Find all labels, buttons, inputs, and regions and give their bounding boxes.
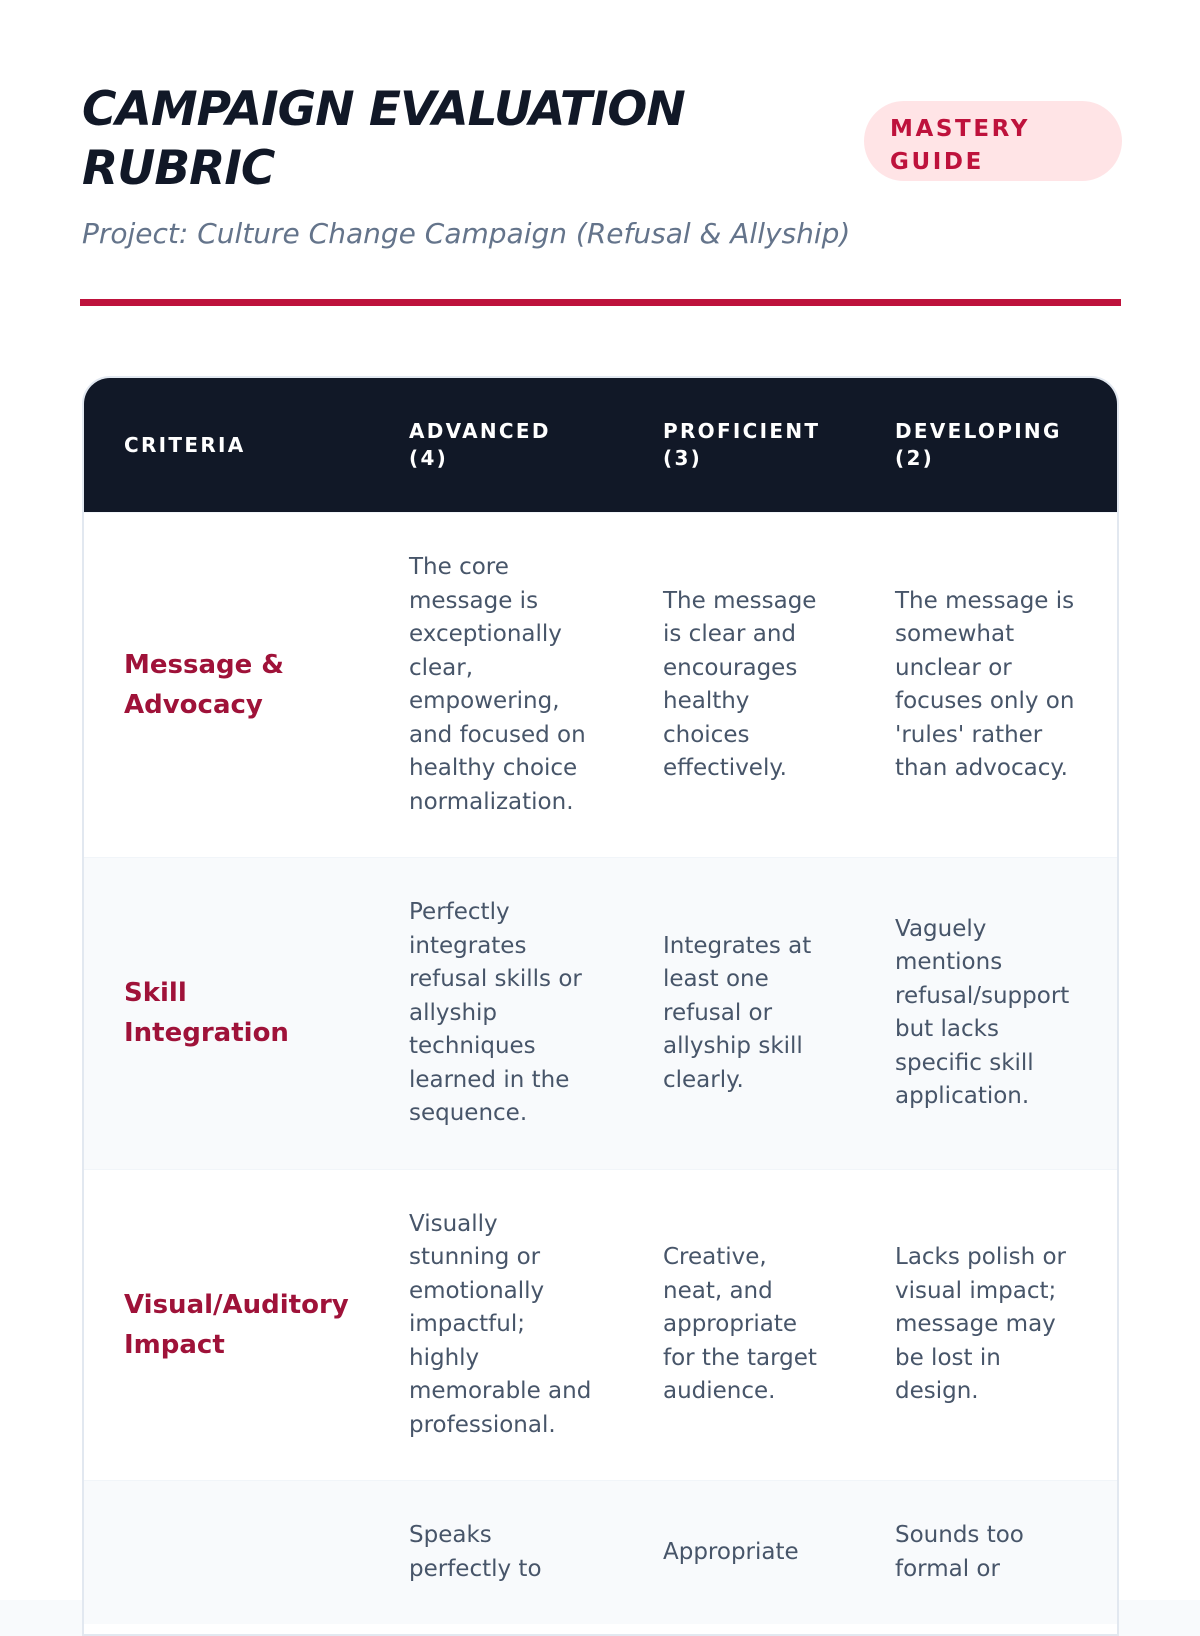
proficient-cell: The message is clear and encourages healthy choices effectively. [623, 513, 855, 858]
advanced-cell: Speaks perfectly to [369, 1481, 623, 1625]
proficient-cell: Creative, neat, and appropriate for the target audience. [623, 1169, 855, 1481]
proficient-cell: Integrates at least one refusal or allyship skill clearly. [623, 858, 855, 1170]
developing-cell: Sounds too formal or [855, 1481, 1117, 1625]
criteria-cell [84, 1481, 369, 1625]
proficient-cell: Appropriate [623, 1481, 855, 1625]
developing-cell: Lacks polish or visual impact; message may be lost in design. [855, 1169, 1117, 1481]
developing-cell: The message is somewhat unclear or focuses only on 'rules' rather than advocacy. [855, 513, 1117, 858]
criteria-cell: Message & Advocacy [84, 513, 369, 858]
column-header-advanced: ADVANCED (4) [369, 378, 623, 513]
page-title: CAMPAIGN EVALUATION RUBRIC [82, 82, 685, 196]
table-row-partial [84, 1481, 1117, 1625]
criteria-cell: Visual/Auditory Impact [84, 1169, 369, 1481]
column-header-proficient: PROFICIENT (3) [623, 378, 855, 513]
table-header-row [84, 378, 1117, 513]
page-header [82, 80, 1122, 252]
advanced-cell: Perfectly integrates refusal skills or allyship techniques learned in the sequence. [369, 858, 623, 1170]
mastery-guide-badge: MASTERY GUIDE [864, 101, 1122, 181]
table-row-message-advocacy [84, 513, 1117, 858]
table-row-visual-auditory-impact [84, 1169, 1117, 1481]
project-subtitle: Project: Culture Change Campaign (Refusal & Allyship) [82, 217, 851, 250]
advanced-cell: Visually stunning or emotionally impactful; highly memorable and professional. [369, 1169, 623, 1481]
rubric-table [84, 378, 1117, 1624]
table-row-skill-integration [84, 858, 1117, 1170]
column-header-developing: DEVELOPING (2) [855, 378, 1117, 513]
criteria-cell: Skill Integration [84, 858, 369, 1170]
advanced-cell: The core message is exceptionally clear, empowering, and focused on healthy choice normalization. [369, 513, 623, 858]
column-header-criteria: CRITERIA [84, 378, 369, 513]
developing-cell: Vaguely mentions refusal/support but lacks specific skill application. [855, 858, 1117, 1170]
rubric-table-card [82, 376, 1119, 1636]
header-divider [80, 299, 1121, 306]
